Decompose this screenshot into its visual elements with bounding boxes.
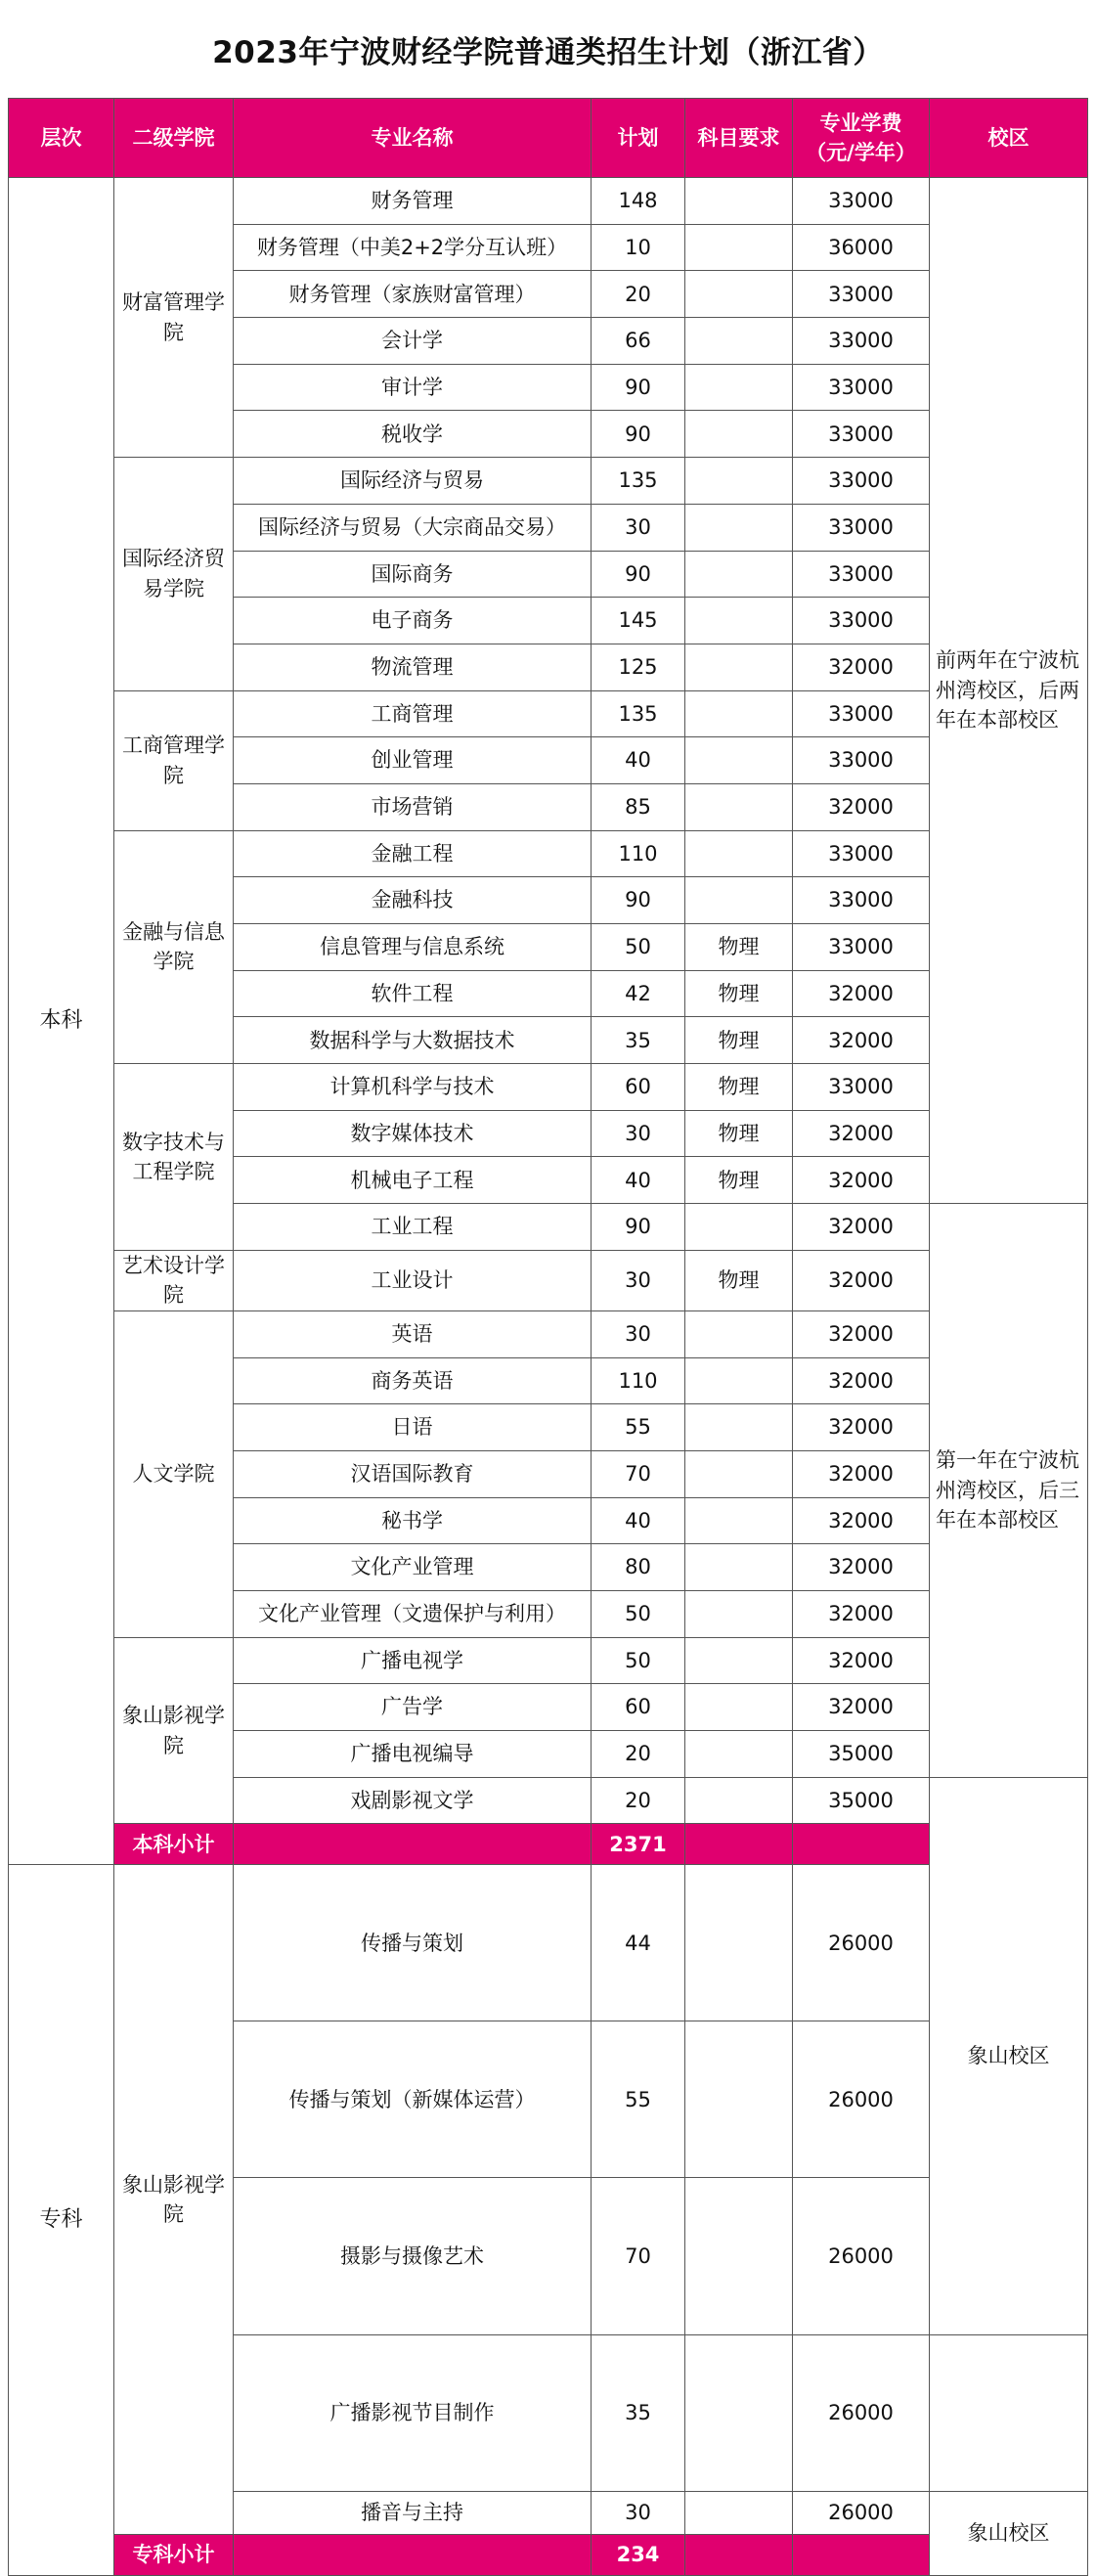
- fee-cell: 26000: [793, 2021, 930, 2178]
- major-cell: 工业设计: [234, 1250, 592, 1310]
- major-cell: 国际经济与贸易（大宗商品交易）: [234, 504, 592, 551]
- subtotal-value: 234: [592, 2534, 685, 2575]
- plan-cell: 85: [592, 783, 685, 830]
- subject-req-cell: [685, 318, 793, 365]
- college-cell: 象山影视学院: [114, 1865, 234, 2534]
- subject-req-cell: [685, 1357, 793, 1404]
- major-cell: 广播电视学: [234, 1637, 592, 1684]
- major-cell: 文化产业管理（文遗保护与利用）: [234, 1590, 592, 1637]
- college-cell: 工商管理学院: [114, 690, 234, 830]
- table-row: [9, 690, 1088, 737]
- major-cell: 戏剧影视文学: [234, 1777, 592, 1824]
- fee-cell: 33000: [793, 411, 930, 458]
- major-cell: 汉语国际教育: [234, 1450, 592, 1497]
- subtotal-blank: [793, 2534, 930, 2575]
- subject-req-cell: [685, 1450, 793, 1497]
- major-cell: 税收学: [234, 411, 592, 458]
- major-cell: 传播与策划（新媒体运营）: [234, 2021, 592, 2178]
- subject-req-cell: [685, 178, 793, 225]
- subject-req-cell: [685, 783, 793, 830]
- subject-req-cell: [685, 2178, 793, 2334]
- major-cell: 数字媒体技术: [234, 1110, 592, 1157]
- plan-cell: 110: [592, 830, 685, 877]
- major-cell: 秘书学: [234, 1497, 592, 1544]
- header-fee: 专业学费（元/学年）: [793, 99, 930, 178]
- plan-cell: 90: [592, 364, 685, 411]
- level-cell: 本科: [9, 178, 114, 1865]
- plan-cell: 44: [592, 1865, 685, 2021]
- header-campus: 校区: [930, 99, 1088, 178]
- subject-req-cell: [685, 877, 793, 924]
- plan-cell: 55: [592, 1404, 685, 1451]
- subtotal-value: 2371: [592, 1824, 685, 1865]
- major-cell: 会计学: [234, 318, 592, 365]
- header-row: [9, 99, 1088, 178]
- subtotal-label: 专科小计: [114, 2534, 234, 2575]
- major-cell: 计算机科学与技术: [234, 1064, 592, 1111]
- major-cell: 工商管理: [234, 690, 592, 737]
- subject-req-cell: [685, 1497, 793, 1544]
- major-cell: 工业工程: [234, 1204, 592, 1251]
- fee-cell: 32000: [793, 783, 930, 830]
- subject-req-cell: [685, 598, 793, 644]
- fee-cell: 33000: [793, 551, 930, 598]
- table-row: [9, 1310, 1088, 1357]
- subject-req-cell: [685, 458, 793, 505]
- plan-cell: 70: [592, 1450, 685, 1497]
- fee-cell: 26000: [793, 2334, 930, 2491]
- fee-cell: 26000: [793, 1865, 930, 2021]
- college-cell: 国际经济贸易学院: [114, 458, 234, 690]
- plan-cell: 135: [592, 458, 685, 505]
- plan-cell: 80: [592, 1544, 685, 1591]
- fee-cell: 33000: [793, 458, 930, 505]
- campus-cell: 前两年在宁波杭州湾校区，后两年在本部校区: [930, 178, 1088, 1204]
- major-cell: 电子商务: [234, 598, 592, 644]
- subtotal-blank: [234, 2534, 592, 2575]
- header-plan: 计划: [592, 99, 685, 178]
- plan-cell: 60: [592, 1684, 685, 1731]
- subject-req-cell: [685, 271, 793, 318]
- major-cell: 传播与策划: [234, 1865, 592, 2021]
- page-title: 2023年宁波财经学院普通类招生计划（浙江省）: [212, 34, 884, 70]
- subject-req-cell: 物理: [685, 1110, 793, 1157]
- subject-req-cell: [685, 504, 793, 551]
- fee-cell: 33000: [793, 924, 930, 971]
- fee-cell: 32000: [793, 1310, 930, 1357]
- plan-cell: 10: [592, 224, 685, 271]
- table-row: [9, 458, 1088, 505]
- fee-cell: 33000: [793, 504, 930, 551]
- subject-req-cell: [685, 1544, 793, 1591]
- subject-req-cell: [685, 690, 793, 737]
- college-cell: 金融与信息学院: [114, 830, 234, 1063]
- fee-cell: 32000: [793, 1684, 930, 1731]
- header-level: 层次: [9, 99, 114, 178]
- subject-req-cell: [685, 1777, 793, 1824]
- subject-req-cell: [685, 1731, 793, 1778]
- fee-cell: 33000: [793, 877, 930, 924]
- plan-cell: 55: [592, 2021, 685, 2178]
- plan-cell: 50: [592, 1590, 685, 1637]
- fee-cell: 35000: [793, 1731, 930, 1778]
- major-cell: 财务管理（家族财富管理）: [234, 271, 592, 318]
- plan-cell: 50: [592, 924, 685, 971]
- plan-cell: 30: [592, 1310, 685, 1357]
- major-cell: 信息管理与信息系统: [234, 924, 592, 971]
- plan-cell: 70: [592, 2178, 685, 2334]
- major-cell: 文化产业管理: [234, 1544, 592, 1591]
- plan-cell: 60: [592, 1064, 685, 1111]
- subject-req-cell: [685, 1204, 793, 1251]
- plan-cell: 90: [592, 877, 685, 924]
- plan-cell: 35: [592, 2334, 685, 2491]
- plan-cell: 30: [592, 1250, 685, 1310]
- table-row: [9, 1637, 1088, 1684]
- plan-cell: 20: [592, 1777, 685, 1824]
- major-cell: 审计学: [234, 364, 592, 411]
- major-cell: 国际经济与贸易: [234, 458, 592, 505]
- major-cell: 英语: [234, 1310, 592, 1357]
- plan-cell: 42: [592, 970, 685, 1017]
- header-major: 专业名称: [234, 99, 592, 178]
- major-cell: 广播影视节目制作: [234, 2334, 592, 2491]
- fee-cell: 32000: [793, 1250, 930, 1310]
- fee-cell: 32000: [793, 1110, 930, 1157]
- header-subject-req: 科目要求: [685, 99, 793, 178]
- major-cell: 金融工程: [234, 830, 592, 877]
- table-row: [9, 1865, 1088, 2021]
- plan-cell: 125: [592, 644, 685, 690]
- campus-cell: 象山校区: [930, 2491, 1088, 2575]
- level-cell: 专科: [9, 1865, 114, 2575]
- header-college: 二级学院: [114, 99, 234, 178]
- college-cell: 人文学院: [114, 1310, 234, 1637]
- plan-cell: 35: [592, 1017, 685, 1064]
- campus-cell: 象山校区: [930, 1777, 1088, 2334]
- plan-cell: 90: [592, 411, 685, 458]
- plan-cell: 40: [592, 1157, 685, 1204]
- major-cell: 广播电视编导: [234, 1731, 592, 1778]
- fee-cell: 32000: [793, 1590, 930, 1637]
- subject-req-cell: [685, 2021, 793, 2178]
- plan-cell: 110: [592, 1357, 685, 1404]
- subject-req-cell: [685, 364, 793, 411]
- plan-cell: 148: [592, 178, 685, 225]
- fee-cell: 32000: [793, 1450, 930, 1497]
- subtotal-label: 本科小计: [114, 1824, 234, 1865]
- major-cell: 机械电子工程: [234, 1157, 592, 1204]
- fee-cell: 32000: [793, 1357, 930, 1404]
- plan-cell: 145: [592, 598, 685, 644]
- subject-req-cell: [685, 1684, 793, 1731]
- plan-cell: 66: [592, 318, 685, 365]
- major-cell: 国际商务: [234, 551, 592, 598]
- college-cell: 象山影视学院: [114, 1637, 234, 1824]
- fee-cell: 36000: [793, 224, 930, 271]
- subject-req-cell: [685, 830, 793, 877]
- subject-req-cell: [685, 1404, 793, 1451]
- subject-req-cell: [685, 2491, 793, 2534]
- fee-cell: 32000: [793, 1204, 930, 1251]
- subtotal-blank: [685, 2534, 793, 2575]
- subject-req-cell: [685, 1590, 793, 1637]
- major-cell: 软件工程: [234, 970, 592, 1017]
- major-cell: 财务管理: [234, 178, 592, 225]
- major-cell: 金融科技: [234, 877, 592, 924]
- plan-cell: 40: [592, 737, 685, 784]
- fee-cell: 32000: [793, 1157, 930, 1204]
- plan-cell: 90: [592, 1204, 685, 1251]
- fee-cell: 33000: [793, 1064, 930, 1111]
- campus-cell: 第一年在宁波杭州湾校区，后三年在本部校区: [930, 1204, 1088, 1778]
- fee-cell: 35000: [793, 1777, 930, 1824]
- subject-req-cell: 物理: [685, 970, 793, 1017]
- plan-cell: 30: [592, 1110, 685, 1157]
- fee-cell: 32000: [793, 1637, 930, 1684]
- fee-cell: 33000: [793, 271, 930, 318]
- subject-req-cell: 物理: [685, 1250, 793, 1310]
- fee-cell: 33000: [793, 737, 930, 784]
- college-cell: 艺术设计学院: [114, 1250, 234, 1310]
- plan-cell: 30: [592, 504, 685, 551]
- fee-cell: 32000: [793, 1497, 930, 1544]
- subtotal-row: [9, 1824, 1088, 1865]
- fee-cell: 33000: [793, 598, 930, 644]
- table-row: [9, 178, 1088, 225]
- major-cell: 物流管理: [234, 644, 592, 690]
- subject-req-cell: [685, 644, 793, 690]
- major-cell: 日语: [234, 1404, 592, 1451]
- subject-req-cell: [685, 224, 793, 271]
- plan-cell: 30: [592, 2491, 685, 2534]
- subtotal-row: [9, 2534, 1088, 2575]
- major-cell: 市场营销: [234, 783, 592, 830]
- plan-cell: 50: [592, 1637, 685, 1684]
- enrollment-plan-table: [8, 98, 1088, 2576]
- fee-cell: 33000: [793, 178, 930, 225]
- fee-cell: 26000: [793, 2491, 930, 2534]
- subtotal-blank: [685, 1824, 793, 1865]
- subject-req-cell: [685, 551, 793, 598]
- subject-req-cell: [685, 1865, 793, 2021]
- subject-req-cell: 物理: [685, 1017, 793, 1064]
- subject-req-cell: [685, 1637, 793, 1684]
- subject-req-cell: 物理: [685, 1064, 793, 1111]
- fee-cell: 32000: [793, 1017, 930, 1064]
- subject-req-cell: [685, 411, 793, 458]
- plan-cell: 20: [592, 1731, 685, 1778]
- plan-cell: 40: [592, 1497, 685, 1544]
- fee-cell: 32000: [793, 644, 930, 690]
- fee-cell: 33000: [793, 364, 930, 411]
- subtotal-blank: [234, 1824, 592, 1865]
- fee-cell: 32000: [793, 1544, 930, 1591]
- major-cell: 广告学: [234, 1684, 592, 1731]
- subtotal-blank: [793, 1824, 930, 1865]
- subject-req-cell: [685, 1310, 793, 1357]
- major-cell: 播音与主持: [234, 2491, 592, 2534]
- subject-req-cell: [685, 737, 793, 784]
- fee-cell: 33000: [793, 690, 930, 737]
- table-row: [9, 1064, 1088, 1111]
- major-cell: 财务管理（中美2+2学分互认班）: [234, 224, 592, 271]
- table-row: [9, 830, 1088, 877]
- plan-cell: 90: [592, 551, 685, 598]
- subject-req-cell: [685, 2334, 793, 2491]
- table-row: [9, 1250, 1088, 1310]
- major-cell: 创业管理: [234, 737, 592, 784]
- subject-req-cell: 物理: [685, 924, 793, 971]
- fee-cell: 32000: [793, 1404, 930, 1451]
- major-cell: 数据科学与大数据技术: [234, 1017, 592, 1064]
- subject-req-cell: 物理: [685, 1157, 793, 1204]
- plan-cell: 20: [592, 271, 685, 318]
- plan-cell: 135: [592, 690, 685, 737]
- major-cell: 摄影与摄像艺术: [234, 2178, 592, 2334]
- fee-cell: 33000: [793, 830, 930, 877]
- fee-cell: 32000: [793, 970, 930, 1017]
- fee-cell: 26000: [793, 2178, 930, 2334]
- college-cell: 数字技术与工程学院: [114, 1064, 234, 1251]
- fee-cell: 33000: [793, 318, 930, 365]
- major-cell: 商务英语: [234, 1357, 592, 1404]
- college-cell: 财富管理学院: [114, 178, 234, 458]
